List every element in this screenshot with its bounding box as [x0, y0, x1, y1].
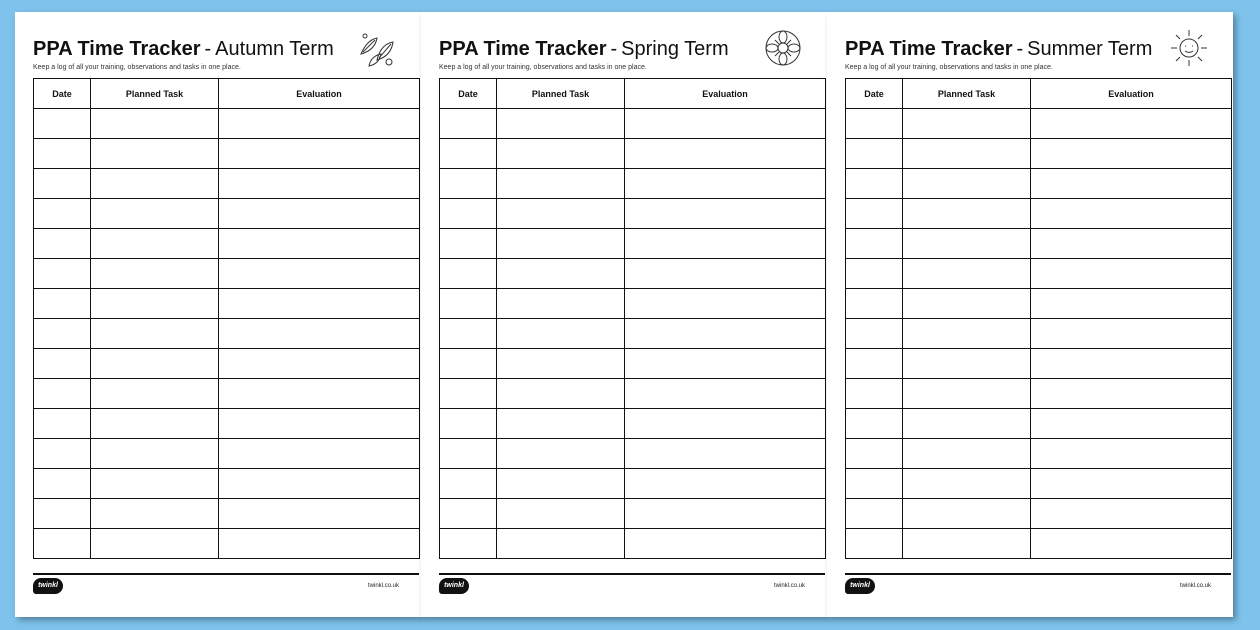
flower-icon [761, 26, 805, 70]
table-row [34, 169, 420, 199]
evaluation-cell [219, 379, 420, 409]
title-separator: - [204, 38, 212, 60]
table-row [846, 139, 1232, 169]
evaluation-cell [625, 109, 826, 139]
twinkl-logo: twinkl [33, 578, 63, 594]
col-evaluation-header: Evaluation [1031, 79, 1232, 109]
date-cell [34, 529, 91, 559]
date-cell [846, 199, 903, 229]
planned-task-cell [91, 109, 219, 139]
evaluation-cell [1031, 139, 1232, 169]
table-row [846, 529, 1232, 559]
evaluation-cell [625, 289, 826, 319]
col-evaluation-header: Evaluation [625, 79, 826, 109]
table-row [846, 409, 1232, 439]
page-title [439, 38, 729, 61]
evaluation-cell [625, 259, 826, 289]
planned-task-cell [497, 439, 625, 469]
subtitle: Keep a log of all your training, observations and tasks in one place. [845, 64, 1053, 71]
worksheet-spring [421, 12, 827, 617]
table-row [440, 439, 826, 469]
planned-task-cell [903, 409, 1031, 439]
site-url: twinkl.co.uk [1179, 583, 1211, 589]
col-date-header: Date [846, 79, 903, 109]
table-row [846, 319, 1232, 349]
title-separator: - [1016, 38, 1024, 60]
date-cell [440, 319, 497, 349]
date-cell [34, 199, 91, 229]
table-row [34, 529, 420, 559]
title-separator: - [610, 38, 618, 60]
evaluation-cell [625, 319, 826, 349]
evaluation-cell [219, 229, 420, 259]
page-title [845, 38, 1152, 61]
date-cell [34, 289, 91, 319]
table-row [440, 469, 826, 499]
planned-task-cell [91, 409, 219, 439]
title-term: Spring Term [621, 38, 729, 60]
planned-task-cell [497, 499, 625, 529]
planned-task-cell [903, 289, 1031, 319]
date-cell [34, 319, 91, 349]
date-cell [34, 229, 91, 259]
date-cell [846, 409, 903, 439]
evaluation-cell [625, 139, 826, 169]
table-row [34, 139, 420, 169]
evaluation-cell [219, 169, 420, 199]
planned-task-cell [903, 439, 1031, 469]
table-row [846, 259, 1232, 289]
table-row [440, 199, 826, 229]
col-date-header: Date [34, 79, 91, 109]
evaluation-cell [1031, 439, 1232, 469]
table-row [846, 199, 1232, 229]
date-cell [34, 439, 91, 469]
planned-task-cell [903, 259, 1031, 289]
date-cell [440, 349, 497, 379]
table-row [846, 469, 1232, 499]
date-cell [440, 379, 497, 409]
table-row [846, 229, 1232, 259]
table-row [34, 289, 420, 319]
date-cell [440, 259, 497, 289]
planned-task-cell [903, 169, 1031, 199]
date-cell [34, 349, 91, 379]
title-term: Autumn Term [215, 38, 334, 60]
evaluation-cell [1031, 409, 1232, 439]
evaluation-cell [625, 469, 826, 499]
evaluation-cell [1031, 319, 1232, 349]
date-cell [440, 109, 497, 139]
leaves-icon [355, 26, 399, 70]
planned-task-cell [903, 529, 1031, 559]
date-cell [440, 529, 497, 559]
evaluation-cell [625, 409, 826, 439]
planned-task-cell [91, 469, 219, 499]
table-row [34, 199, 420, 229]
planned-task-cell [497, 349, 625, 379]
evaluation-cell [219, 199, 420, 229]
table-row [34, 109, 420, 139]
planned-task-cell [497, 529, 625, 559]
evaluation-cell [1031, 169, 1232, 199]
table-row [440, 289, 826, 319]
date-cell [34, 139, 91, 169]
evaluation-cell [625, 169, 826, 199]
table-row [846, 349, 1232, 379]
evaluation-cell [1031, 349, 1232, 379]
date-cell [846, 439, 903, 469]
evaluation-cell [1031, 379, 1232, 409]
footer-rule [439, 573, 825, 575]
date-cell [846, 379, 903, 409]
table-row [846, 289, 1232, 319]
planned-task-cell [91, 139, 219, 169]
col-planned-task-header: Planned Task [903, 79, 1031, 109]
worksheet-summer [827, 12, 1233, 617]
table-row [440, 109, 826, 139]
date-cell [34, 259, 91, 289]
planned-task-cell [91, 259, 219, 289]
title-main: PPA Time Tracker [845, 38, 1013, 60]
planned-task-cell [91, 289, 219, 319]
table-row [440, 259, 826, 289]
tracker-table [845, 78, 1232, 559]
twinkl-logo: twinkl [845, 578, 875, 594]
planned-task-cell [91, 229, 219, 259]
date-cell [34, 379, 91, 409]
planned-task-cell [903, 349, 1031, 379]
date-cell [846, 499, 903, 529]
table-row [440, 229, 826, 259]
tracker-table [33, 78, 420, 559]
planned-task-cell [903, 139, 1031, 169]
evaluation-cell [1031, 229, 1232, 259]
date-cell [440, 199, 497, 229]
planned-task-cell [903, 469, 1031, 499]
col-planned-task-header: Planned Task [91, 79, 219, 109]
planned-task-cell [91, 499, 219, 529]
table-row [34, 259, 420, 289]
date-cell [846, 289, 903, 319]
date-cell [846, 229, 903, 259]
date-cell [440, 139, 497, 169]
evaluation-cell [1031, 109, 1232, 139]
planned-task-cell [497, 109, 625, 139]
table-row [846, 499, 1232, 529]
table-row [440, 379, 826, 409]
evaluation-cell [219, 109, 420, 139]
evaluation-cell [219, 319, 420, 349]
date-cell [846, 469, 903, 499]
table-row [34, 499, 420, 529]
table-row [34, 469, 420, 499]
planned-task-cell [497, 289, 625, 319]
planned-task-cell [91, 169, 219, 199]
date-cell [34, 109, 91, 139]
date-cell [34, 469, 91, 499]
table-row [34, 439, 420, 469]
date-cell [846, 169, 903, 199]
date-cell [846, 109, 903, 139]
table-row [440, 529, 826, 559]
planned-task-cell [497, 139, 625, 169]
twinkl-logo: twinkl [439, 578, 469, 594]
planned-task-cell [91, 199, 219, 229]
planned-task-cell [497, 469, 625, 499]
title-main: PPA Time Tracker [439, 38, 607, 60]
evaluation-cell [625, 229, 826, 259]
table-row [440, 409, 826, 439]
date-cell [440, 289, 497, 319]
page-title [33, 38, 334, 61]
evaluation-cell [625, 529, 826, 559]
date-cell [440, 439, 497, 469]
table-row [846, 379, 1232, 409]
col-date-header: Date [440, 79, 497, 109]
planned-task-cell [903, 109, 1031, 139]
date-cell [34, 169, 91, 199]
table-row [846, 439, 1232, 469]
evaluation-cell [219, 139, 420, 169]
evaluation-cell [1031, 199, 1232, 229]
table-row [846, 109, 1232, 139]
evaluation-cell [1031, 499, 1232, 529]
planned-task-cell [497, 409, 625, 439]
evaluation-cell [1031, 529, 1232, 559]
footer-rule [33, 573, 419, 575]
planned-task-cell [903, 199, 1031, 229]
evaluation-cell [219, 349, 420, 379]
planned-task-cell [91, 529, 219, 559]
table-row [34, 379, 420, 409]
title-term: Summer Term [1027, 38, 1153, 60]
evaluation-cell [219, 529, 420, 559]
planned-task-cell [91, 439, 219, 469]
planned-task-cell [91, 379, 219, 409]
planned-task-cell [497, 229, 625, 259]
evaluation-cell [219, 439, 420, 469]
table-row [846, 169, 1232, 199]
date-cell [34, 409, 91, 439]
date-cell [34, 499, 91, 529]
table-row [440, 139, 826, 169]
evaluation-cell [625, 379, 826, 409]
planned-task-cell [903, 499, 1031, 529]
date-cell [440, 469, 497, 499]
site-url: twinkl.co.uk [773, 583, 805, 589]
planned-task-cell [497, 379, 625, 409]
col-evaluation-header: Evaluation [219, 79, 420, 109]
date-cell [846, 529, 903, 559]
planned-task-cell [497, 199, 625, 229]
evaluation-cell [625, 439, 826, 469]
planned-task-cell [903, 379, 1031, 409]
footer-rule [845, 573, 1231, 575]
evaluation-cell [219, 499, 420, 529]
table-row [440, 499, 826, 529]
subtitle: Keep a log of all your training, observations and tasks in one place. [33, 64, 241, 71]
table-row [440, 349, 826, 379]
planned-task-cell [497, 169, 625, 199]
title-main: PPA Time Tracker [33, 38, 201, 60]
planned-task-cell [497, 259, 625, 289]
evaluation-cell [219, 259, 420, 289]
table-row [34, 229, 420, 259]
planned-task-cell [903, 229, 1031, 259]
col-planned-task-header: Planned Task [497, 79, 625, 109]
date-cell [846, 259, 903, 289]
table-row [440, 169, 826, 199]
table-row [34, 349, 420, 379]
table-row [34, 409, 420, 439]
tracker-table [439, 78, 826, 559]
date-cell [440, 499, 497, 529]
site-url: twinkl.co.uk [367, 583, 399, 589]
date-cell [846, 139, 903, 169]
evaluation-cell [625, 499, 826, 529]
evaluation-cell [219, 469, 420, 499]
planned-task-cell [497, 319, 625, 349]
date-cell [440, 229, 497, 259]
evaluation-cell [625, 349, 826, 379]
evaluation-cell [1031, 289, 1232, 319]
evaluation-cell [219, 409, 420, 439]
date-cell [440, 169, 497, 199]
evaluation-cell [625, 199, 826, 229]
evaluation-cell [1031, 259, 1232, 289]
evaluation-cell [1031, 469, 1232, 499]
planned-task-cell [91, 349, 219, 379]
table-row [34, 319, 420, 349]
date-cell [846, 319, 903, 349]
subtitle: Keep a log of all your training, observations and tasks in one place. [439, 64, 647, 71]
date-cell [846, 349, 903, 379]
sun-icon [1167, 26, 1211, 70]
date-cell [440, 409, 497, 439]
planned-task-cell [903, 319, 1031, 349]
worksheet-autumn [15, 12, 421, 617]
table-row [440, 319, 826, 349]
evaluation-cell [219, 289, 420, 319]
planned-task-cell [91, 319, 219, 349]
